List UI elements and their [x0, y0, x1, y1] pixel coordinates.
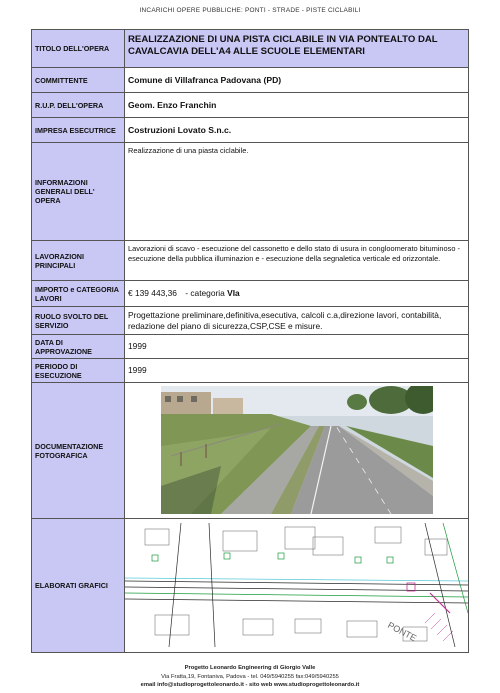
street-photo [161, 386, 433, 514]
row-lavorazioni [32, 241, 469, 281]
label-ruolo: RUOLO SVOLTO DEL SERVIZIO [32, 307, 125, 335]
label-elaborati: ELABORATI GRAFICI [32, 519, 125, 653]
footer-address: Via Fratta,19, Fontaniva, Padova - tel. 049/5940255 fax:049/5940255 [161, 673, 339, 680]
row-impresa [32, 118, 469, 143]
value-elaborati [125, 519, 469, 653]
project-sheet [31, 29, 469, 653]
value-informazioni: Realizzazione di una piasta ciclabile. [125, 143, 469, 241]
value-rup: Geom. Enzo Franchin [125, 93, 469, 118]
row-informazioni [32, 143, 469, 241]
row-elaborati [32, 519, 469, 653]
importo-category-prefix: - categoria [185, 288, 225, 299]
row-documentazione [32, 383, 469, 519]
row-esecuzione [32, 359, 469, 383]
label-committente: COMMITTENTE [32, 68, 125, 93]
row-committente [32, 68, 469, 93]
label-approvazione: DATA DI APPROVAZIONE [32, 335, 125, 359]
value-titolo: REALIZZAZIONE DI UNA PISTA CICLABILE IN VIA PONTEALTO DAL CAVALCAVIA DELL'A4 ALLE SCUOLE ELEMENTARI [125, 30, 469, 68]
label-titolo: TITOLO DELL'OPERA [32, 30, 125, 68]
row-titolo [32, 30, 469, 68]
value-approvazione: 1999 [125, 335, 469, 359]
importo-amount: € 139 443,36 [128, 288, 177, 299]
label-documentazione: DOCUMENTAZIONE FOTOGRAFICA [32, 383, 125, 519]
label-esecuzione: PERIODO DI ESECUZIONE [32, 359, 125, 383]
value-esecuzione: 1999 [125, 359, 469, 383]
value-lavorazioni: Lavorazioni di scavo - esecuzione del cassonetto e dello stato di usura in congloomerato bituminoso - esecuzione della pubblica illuminazion e - esecuzione della segnaletica verticale ed orizzontale. [125, 241, 469, 281]
value-impresa: Costruzioni Lovato S.n.c. [125, 118, 469, 143]
label-impresa: IMPRESA ESECUTRICE [32, 118, 125, 143]
row-importo [32, 281, 469, 307]
footer-company: Progetto Leonardo Engineering di Giorgio Valle [184, 665, 316, 671]
footer-contacts: email info@studioprogettoleonardo.it - sito web www.studioprogettoleonardo.it [140, 682, 360, 689]
label-importo: IMPORTO e CATEGORIA LAVORI [32, 281, 125, 307]
value-committente: Comune di Villafranca Padovana (PD) [125, 68, 469, 93]
row-rup [32, 93, 469, 118]
value-importo [125, 281, 469, 307]
value-documentazione [125, 383, 469, 519]
plan-label-ponte: PONTE [386, 619, 419, 644]
page-footer [0, 664, 500, 690]
importo-category: VIa [227, 288, 240, 299]
row-approvazione [32, 335, 469, 359]
label-informazioni: INFORMAZIONI GENERALI DELL' OPERA [32, 143, 125, 241]
label-lavorazioni: LAVORAZIONI PRINCIPALI [32, 241, 125, 281]
page-header: INCARICHI OPERE PUBBLICHE: PONTI - STRADE - PISTE CICLABILI [139, 7, 361, 14]
site-plan-drawing [125, 523, 468, 647]
value-ruolo: Progettazione preliminare,definitiva,esecutiva, calcoli c.a,direzione lavori, contabilità, redazione del piano di sicurezza,CSP,CSE e misure. [125, 307, 469, 335]
row-ruolo [32, 307, 469, 335]
label-rup: R.U.P. DELL'OPERA [32, 93, 125, 118]
